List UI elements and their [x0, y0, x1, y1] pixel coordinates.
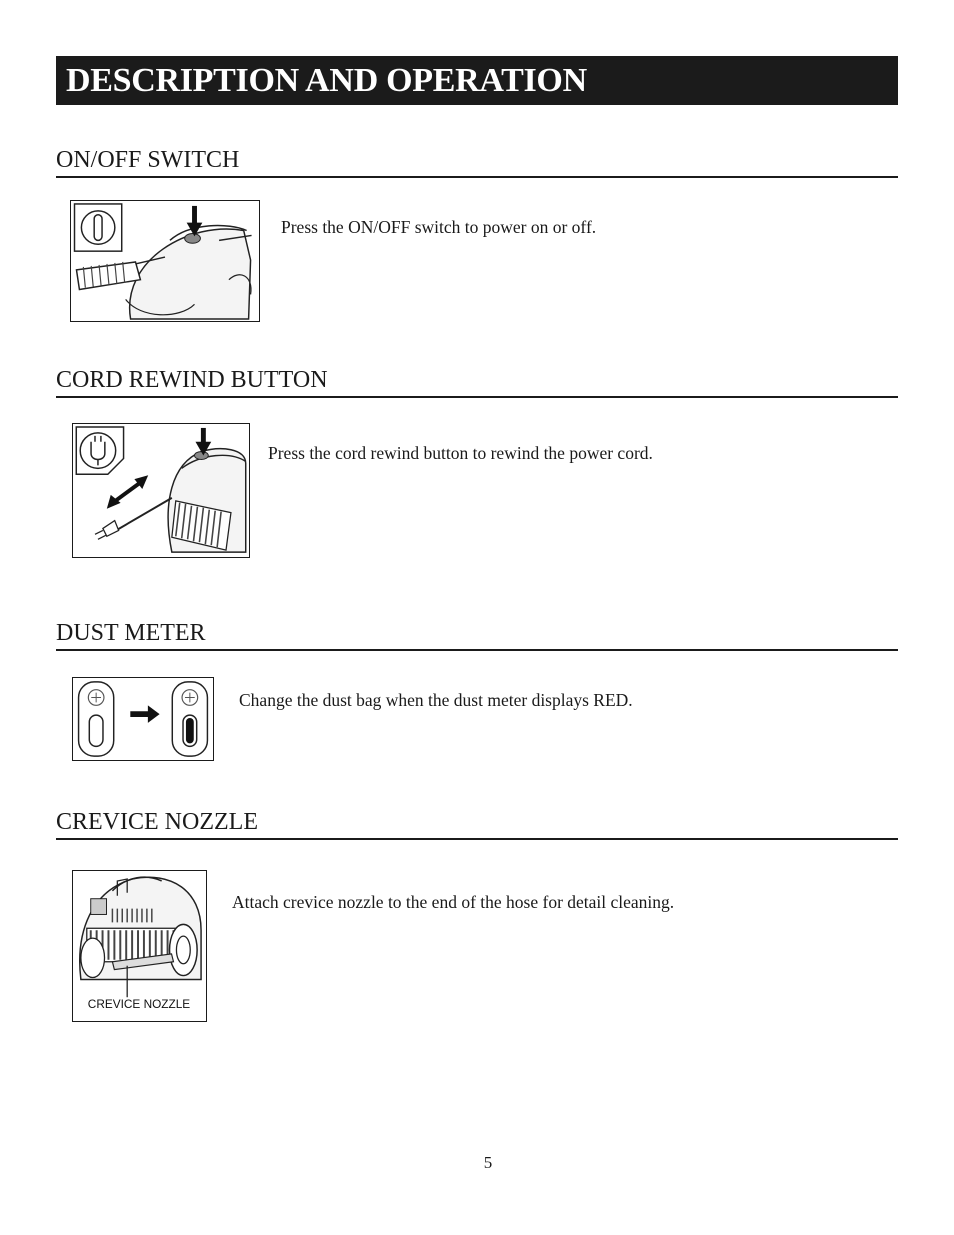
power-symbol-icon	[81, 211, 114, 244]
cord-rewind-description: Press the cord rewind button to rewind the power cord.	[268, 443, 653, 463]
crevice-nozzle-description: Attach crevice nozzle to the end of the hose for detail cleaning.	[232, 892, 675, 912]
plug-icon	[80, 433, 115, 468]
section-title-cord-rewind-button: CORD REWIND BUTTON	[56, 366, 898, 398]
section-title-dust-meter: DUST METER	[56, 619, 898, 651]
section-title-crevice-nozzle: CREVICE NOZZLE	[56, 808, 898, 840]
page-title: DESCRIPTION AND OPERATION	[56, 56, 898, 105]
cord-rewind-illustration	[72, 423, 250, 558]
on-off-switch-description: Press the ON/OFF switch to power on or off.	[281, 217, 597, 237]
dust-meter-description: Change the dust bag when the dust meter displays RED.	[239, 690, 633, 710]
crevice-nozzle-illustration	[72, 870, 207, 1022]
on-off-switch-illustration	[70, 200, 260, 322]
section-title-on-off-switch: ON/OFF SWITCH	[56, 146, 898, 178]
page-number: 5	[483, 1153, 493, 1172]
crevice-nozzle-figure-label: CREVICE NOZZLE	[87, 997, 191, 1012]
dust-meter-illustration	[72, 677, 214, 761]
